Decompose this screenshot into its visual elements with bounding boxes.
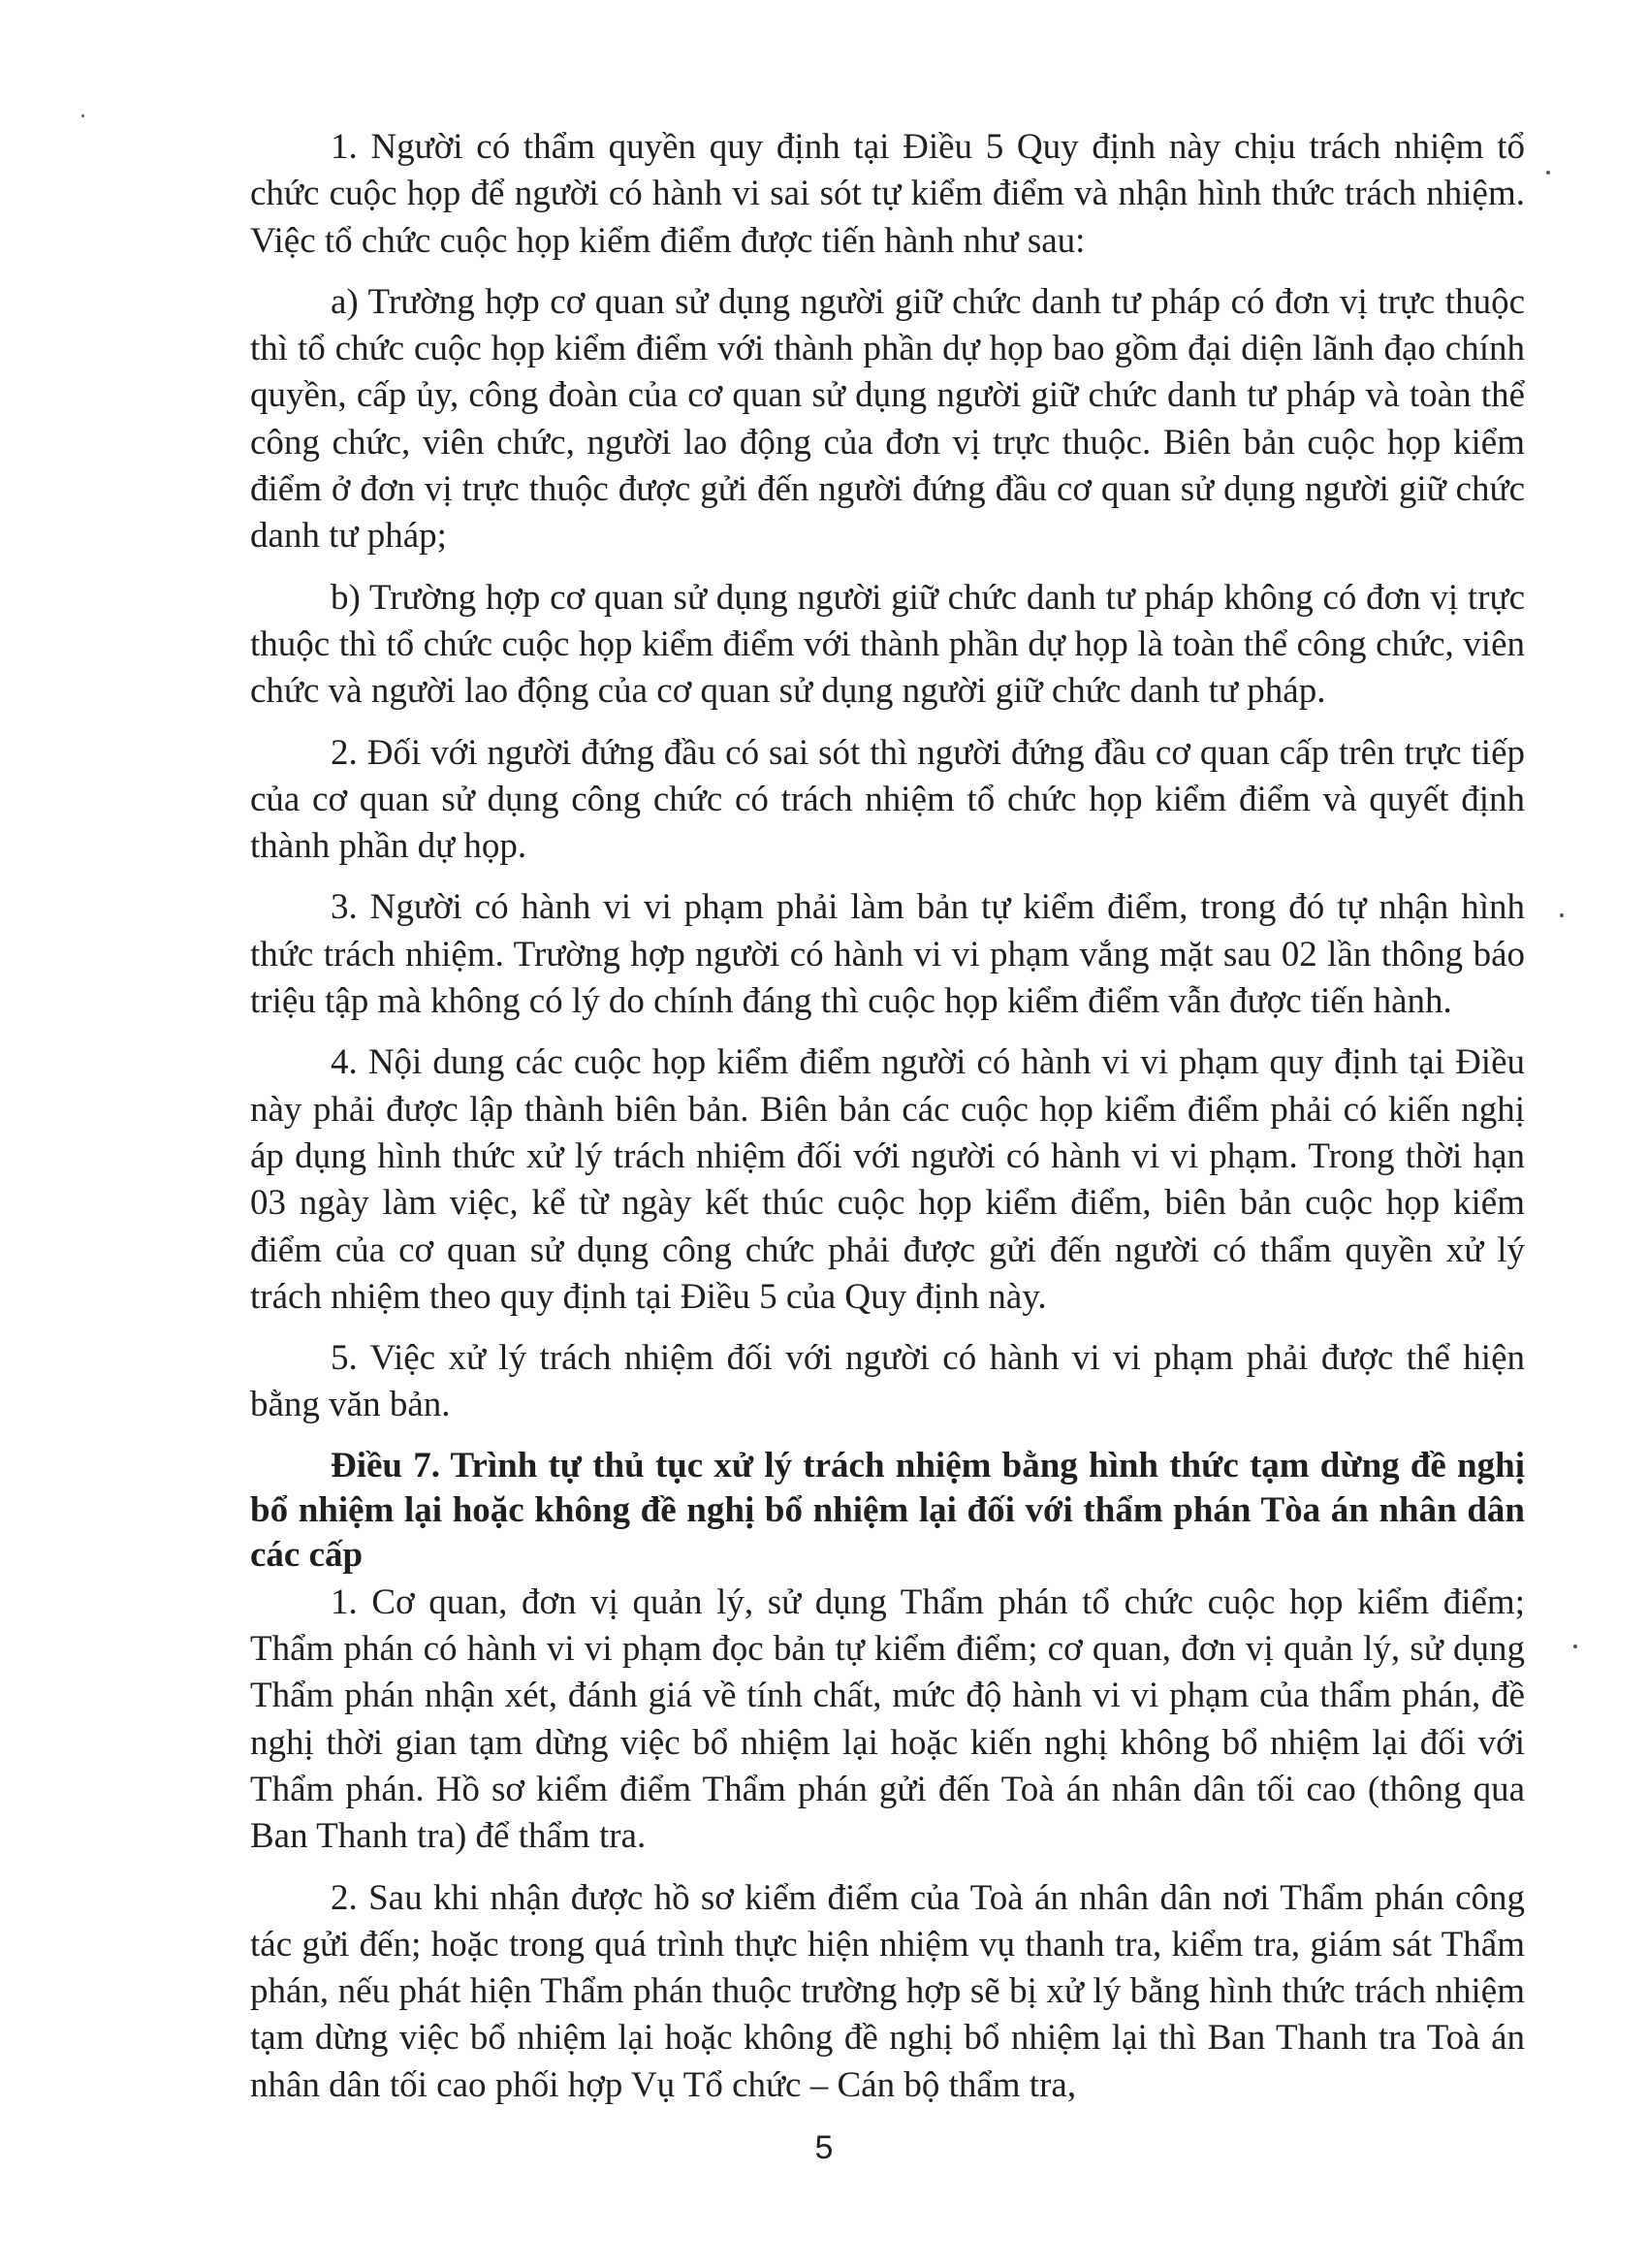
page-number: 5: [814, 2129, 834, 2166]
scan-speck: [1546, 171, 1550, 175]
scan-speck: [81, 114, 84, 117]
article-7-paragraph-1: 1. Cơ quan, đơn vị quản lý, sử dụng Thẩm phán tổ chức cuộc họp kiểm điểm; Thẩm phán có hành vi vi phạm đọc bản tự kiểm điểm; cơ quan, đơn vị quản lý, sử dụng Thẩm phán nhận xét, đánh giá về tính chất, mức độ hành vi vi phạm của thẩm phán, đề nghị thời gian tạm dừng việc bổ nhiệm lại hoặc kiến nghị không bổ nhiệm lại đối với Thẩm phán. Hồ sơ kiểm điểm Thẩm phán gửi đến Toà án nhân dân tối cao (thông qua Ban Thanh tra) để thẩm tra.: [250, 1581, 1525, 1857]
paragraph-1b: b) Trường hợp cơ quan sử dụng người giữ chức danh tư pháp không có đơn vị trực thuộc thì tổ chức cuộc họp kiểm điểm với thành phần dự họp là toàn thể công chức, viên chức và người lao động của cơ quan sử dụng người giữ chức danh tư pháp.: [250, 577, 1525, 712]
article-7-heading: Điều 7. Trình tự thủ tục xử lý trách nhiệm bằng hình thức tạm dừng đề nghị bổ nhiệm lại hoặc không đề nghị bổ nhiệm lại đối với thẩm phán Tòa án nhân dân các cấp: [250, 1445, 1525, 1575]
scan-speck: [1560, 913, 1564, 917]
scan-speck: [1573, 1645, 1577, 1648]
paragraph-4: 4. Nội dung các cuộc họp kiểm điểm người có hành vi vi phạm quy định tại Điều này phải được lập thành biên bản. Biên bản các cuộc họp kiểm điểm phải có kiến nghị áp dụng hình thức xử lý trách nhiệm đối với người có hành vi vi phạm. Trong thời hạn 03 ngày làm việc, kể từ ngày kết thúc cuộc họp kiểm điểm, biên bản cuộc họp kiểm điểm của cơ quan sử dụng công chức phải được gửi đến người có thẩm quyền xử lý trách nhiệm theo quy định tại Điều 5 của Quy định này.: [250, 1042, 1525, 1317]
paragraph-1a: a) Trường hợp cơ quan sử dụng người giữ chức danh tư pháp có đơn vị trực thuộc thì tổ chức cuộc họp kiểm điểm với thành phần dự họp bao gồm đại diện lãnh đạo chính quyền, cấp ủy, công đoàn của cơ quan sử dụng người giữ chức danh tư pháp và toàn thể công chức, viên chức, người lao động của đơn vị trực thuộc. Biên bản cuộc họp kiểm điểm ở đơn vị trực thuộc được gửi đến người đứng đầu cơ quan sử dụng người giữ chức danh tư pháp;: [250, 281, 1525, 557]
paragraph-1: 1. Người có thẩm quyền quy định tại Điều 5 Quy định này chịu trách nhiệm tổ chức cuộc họp để người có hành vi sai sót tự kiểm điểm và nhận hình thức trách nhiệm. Việc tổ chức cuộc họp kiểm điểm được tiến hành như sau:: [250, 127, 1525, 261]
article-7-paragraph-2: 2. Sau khi nhận được hồ sơ kiểm điểm của Toà án nhân dân nơi Thẩm phán công tác gửi đến; hoặc trong quá trình thực hiện nhiệm vụ thanh tra, kiểm tra, giám sát Thẩm phán, nếu phát hiện Thẩm phán thuộc trường hợp sẽ bị xử lý bằng hình thức trách nhiệm tạm dừng việc bổ nhiệm lại hoặc không đề nghị bổ nhiệm lại thì Ban Thanh tra Toà án nhân dân tối cao phối hợp Vụ Tổ chức – Cán bộ thẩm tra,: [250, 1877, 1525, 2105]
paragraph-3: 3. Người có hành vi vi phạm phải làm bản tự kiểm điểm, trong đó tự nhận hình thức trách nhiệm. Trường hợp người có hành vi vi phạm vắng mặt sau 02 lần thông báo triệu tập mà không có lý do chính đáng thì cuộc họp kiểm điểm vẫn được tiến hành.: [250, 887, 1525, 1022]
paragraph-2: 2. Đối với người đứng đầu có sai sót thì người đứng đầu cơ quan cấp trên trực tiếp của cơ quan sử dụng công chức có trách nhiệm tổ chức họp kiểm điểm và quyết định thành phần dự họp.: [250, 732, 1525, 867]
document-page: [250, 124, 1525, 2124]
paragraph-5: 5. Việc xử lý trách nhiệm đối với người có hành vi vi phạm phải được thể hiện bằng văn bản.: [250, 1338, 1525, 1425]
